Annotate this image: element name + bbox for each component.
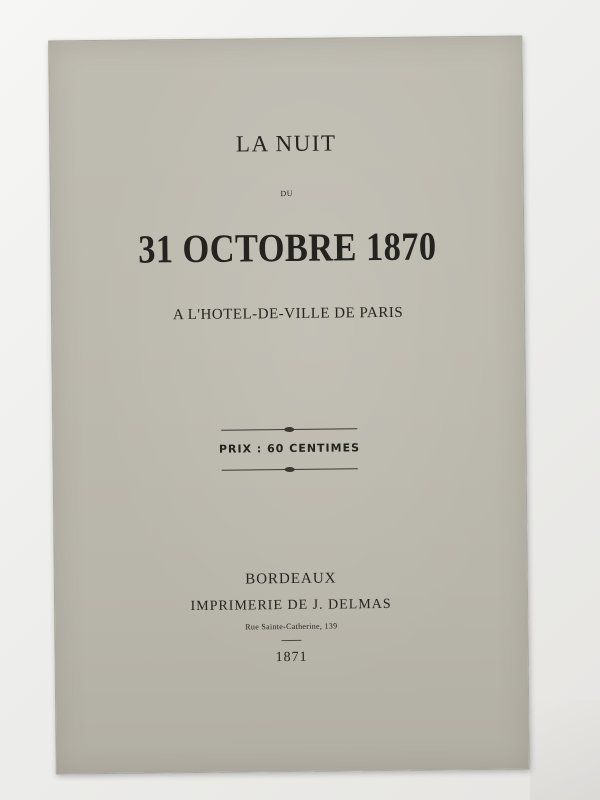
printer-name: IMPRIMERIE DE J. DELMAS xyxy=(190,596,392,615)
publisher-city: BORDEAUX xyxy=(245,570,337,588)
pamphlet-cover xyxy=(48,36,530,775)
title-line-du: DU xyxy=(280,188,294,199)
ornament-rule-top xyxy=(221,428,357,430)
price-label: PRIX : 60 CENTIMES xyxy=(218,441,361,456)
printer-address: Rue Sainte-Catherine, 139 xyxy=(245,621,338,632)
ornament-rule-bottom xyxy=(222,468,358,470)
title-main-date: 31 OCTOBRE 1870 xyxy=(137,223,437,272)
publication-year: 1871 xyxy=(275,649,308,666)
background-shadow xyxy=(530,700,600,800)
title-line-1: LA NUIT xyxy=(235,130,337,157)
title-line-location: A L'HOTEL-DE-VILLE DE PARIS xyxy=(172,304,404,324)
divider-rule xyxy=(281,640,301,641)
